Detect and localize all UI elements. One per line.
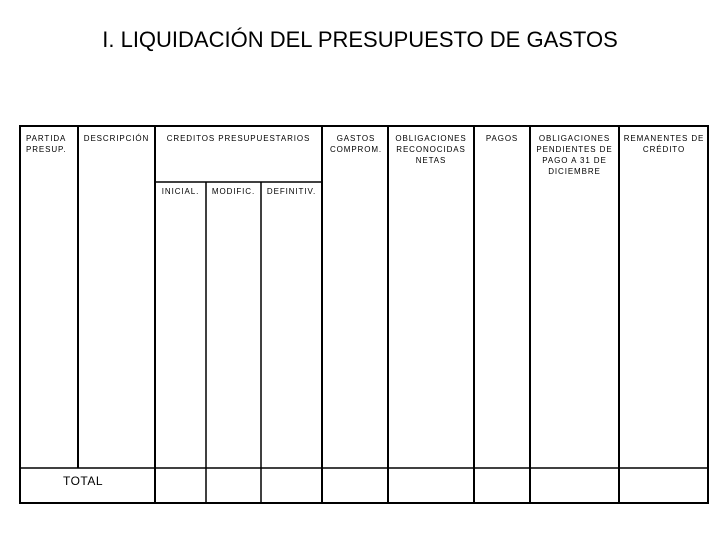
header-inicial: INICIAL. xyxy=(161,187,200,196)
header-creditos: CREDITOS PRESUPUESTARIOS xyxy=(166,134,311,143)
header-pendientes: OBLIGACIONES PENDIENTES DE PAGO A 31 DE DICIEMBRE xyxy=(536,134,613,176)
header-remanentes: REMANENTES DE CRÉDITO xyxy=(623,134,705,154)
total-label: TOTAL xyxy=(62,474,104,488)
header-pagos: PAGOS xyxy=(485,134,519,143)
header-definitiv: DEFINITIV. xyxy=(266,187,317,196)
header-descripcion: DESCRIPCIÓN xyxy=(83,134,150,143)
header-gastos: GASTOS COMPROM. xyxy=(329,134,383,154)
header-modific: MODIFIC. xyxy=(211,187,256,196)
table-border xyxy=(20,126,708,503)
header-partida: PARTIDA PRESUP. xyxy=(26,134,67,154)
page-title: I. LIQUIDACIÓN DEL PRESUPUESTO DE GASTOS xyxy=(102,27,618,52)
header-obligaciones: OBLIGACIONES RECONOCIDAS NETAS xyxy=(395,134,467,165)
